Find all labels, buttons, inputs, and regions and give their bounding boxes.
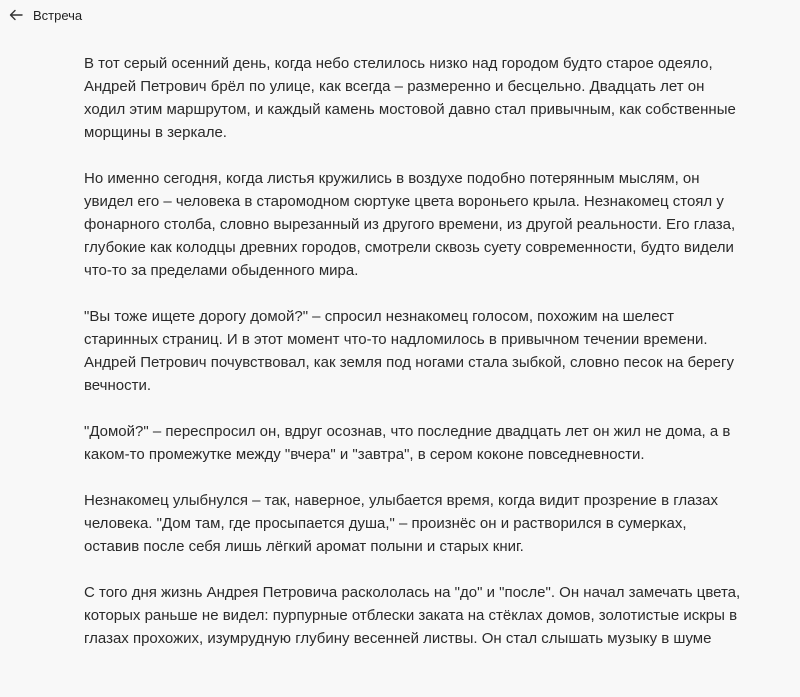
paragraph-3: "Вы тоже ищете дорогу домой?" – спросил незнакомец голосом, похожим на шелест старинных страниц. И в этот момент что-то надломилось в привычном течении времени. Андрей Петрович почувствовал, как земля под ногами стала зыбкой, словно песок на берегу вечности. [84,308,734,394]
page-title: Встреча [33,8,83,23]
paragraph-5: Незнакомец улыбнулся – так, наверное, улыбается время, когда видит прозрение в глазах человека. "Дом там, где просыпается душа," – произнёс он и растворился в сумерках, оставив после себя лишь лёгкий аромат полыни и старых книг. [84,492,718,555]
arrow-left-icon [9,9,23,21]
top-bar [0,0,800,32]
back-button[interactable] [7,6,25,24]
article-body [84,52,744,673]
paragraph-4: "Домой?" – переспросил он, вдруг осознав, что последние двадцать лет он жил не дома, а в каком-то промежутке между "вчера" и "завтра", в сером коконе повседневности. [84,423,731,463]
paragraph-2: Но именно сегодня, когда листья кружились в воздухе подобно потерянным мыслям, он увидел его – человека в старомодном сюртуке цвета вороньего крыла. Незнакомец стоял у фонарного столба, словно вырезанный из другого времени, из другой реальности. Его глаза, глубокие как колодцы древних городов, смотрели сквозь суету современности, будто видели что-то за пределами обыденного мира. [84,170,736,279]
paragraph-6: С того дня жизнь Андрея Петровича раскололась на "до" и "после". Он начал замечать цвета, которых раньше не видел: пурпурные отблески заката на стёклах домов, золотистые искры в глазах прохожих, изумрудную глубину весенней листвы. Он стал слышать музыку в шуме [84,584,741,647]
paragraph-1: В тот серый осенний день, когда небо стелилось низко над городом будто старое одеяло, Андрей Петрович брёл по улице, как всегда – размеренно и бесцельно. Двадцать лет он ходил этим маршрутом, и каждый камень мостовой давно стал привычным, как собственные морщины в зеркале. [84,55,736,141]
